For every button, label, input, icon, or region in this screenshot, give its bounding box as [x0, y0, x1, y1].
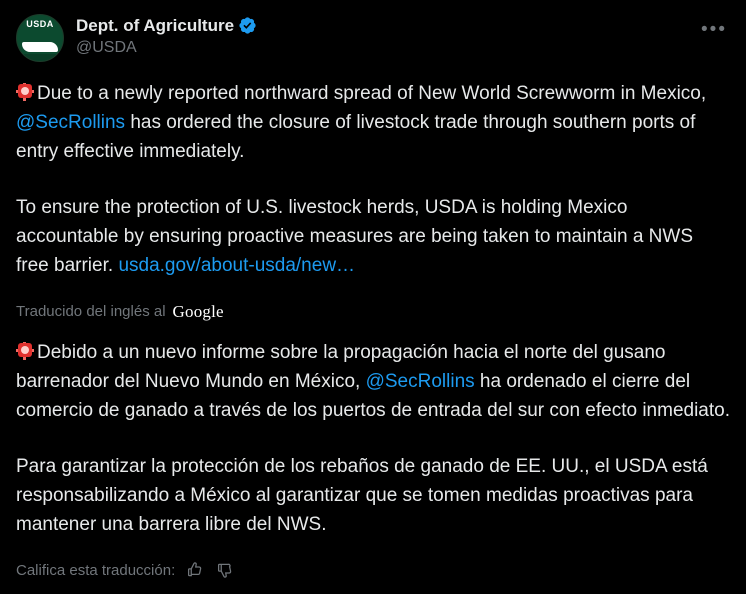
- translated-p1-text-b: ha ordenado el cierre del comercio de ganado a través de los puertos de entrada del sur con efecto inmediato.: [16, 371, 730, 421]
- avatar[interactable]: [16, 14, 64, 62]
- rotating-light-emoji: [16, 342, 34, 360]
- original-p1-text-a: Due to a newly reported northward spread of New World Screwworm in Mexico,: [37, 83, 707, 104]
- display-name[interactable]: Dept. of Agriculture: [76, 16, 235, 35]
- original-p2-text: To ensure the protection of U.S. livestock herds, USDA is holding Mexico accountable by ensuring proactive measures are being taken to maintain a NWS free barrier.: [16, 197, 693, 276]
- avatar-graphic: [22, 42, 58, 52]
- translation-attribution: [16, 297, 730, 326]
- thumbs-down-icon[interactable]: [215, 560, 235, 580]
- translated-paragraph-2: [16, 452, 730, 539]
- display-name-row: [76, 15, 257, 36]
- more-options-icon[interactable]: •••: [701, 18, 727, 40]
- avatar-base: [17, 54, 63, 61]
- author-names: [76, 14, 257, 58]
- verified-badge-icon: [238, 16, 257, 35]
- author-handle[interactable]: @USDA: [76, 39, 137, 56]
- thumbs-up-icon[interactable]: [185, 560, 205, 580]
- translated-p1-text-a: Debido a un nuevo informe sobre la propagación hacia el norte del gusano barrenador del Nuevo Mundo en México,: [16, 342, 666, 392]
- google-logo: Google: [172, 302, 224, 321]
- rate-translation-row: [16, 560, 235, 580]
- original-p1-text-b: has ordered the closure of livestock trade through southern ports of entry effective immediately.: [16, 112, 696, 162]
- mention-link-secrollins-translated[interactable]: @SecRollins: [365, 371, 475, 392]
- usda-link[interactable]: usda.gov/about-usda/new…: [118, 255, 356, 276]
- tweet-body: [16, 79, 730, 539]
- original-paragraph-1: [16, 79, 730, 166]
- avatar-label: USDA: [26, 19, 54, 29]
- translation-label: Traducido del inglés al: [16, 303, 166, 320]
- rotating-light-emoji: [16, 83, 34, 101]
- rate-translation-label: Califica esta traducción:: [16, 561, 176, 579]
- mention-link-secrollins[interactable]: @SecRollins: [16, 112, 126, 133]
- translated-p2-text: Para garantizar la protección de los rebaños de ganado de EE. UU., el USDA está responsabilizando a México al garantizar que se tomen medidas proactivas para mantener una barrera libre del NWS.: [16, 456, 708, 535]
- translated-paragraph-1: [16, 338, 730, 425]
- tweet-header: [16, 14, 730, 62]
- original-paragraph-2: [16, 193, 730, 280]
